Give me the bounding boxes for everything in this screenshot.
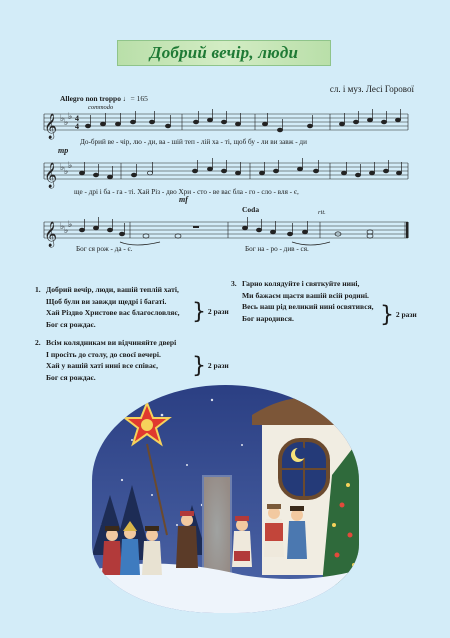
flat-sign-icon: ♭ [64, 118, 69, 128]
flat-sign-icon: ♭ [64, 226, 69, 236]
flat-sign-icon: ♭ [60, 163, 65, 173]
repeat-label: 2 рази [207, 307, 229, 316]
song-title: Добрий вечір, люди [149, 43, 299, 62]
verse-line: Добрий вечір, люди, вашій теплій хаті, [46, 285, 179, 294]
verse-number: 1. [35, 285, 41, 294]
repeat-label: 2 рази [207, 361, 229, 370]
svg-text:4: 4 [75, 122, 79, 131]
flat-sign-icon: ♭ [64, 167, 69, 177]
tempo-marking: Allegro non troppo [60, 94, 121, 103]
verse-3 [231, 278, 374, 324]
flat-sign-icon: ♭ [68, 161, 73, 171]
notes-staff-3 [79, 217, 373, 245]
verse-line: Бог ся рождає. [46, 319, 96, 329]
notes-staff-2 [79, 158, 401, 179]
verse-line: Щоб були ви завжди щедрі і багаті. [46, 296, 167, 306]
metronome-marking: ♩= 165 [123, 94, 148, 103]
repeat-label: 2 рази [395, 310, 417, 319]
treble-clef-icon: 𝄞 [44, 222, 58, 247]
lyrics-line-3b: Бог на - ро - див - ся. [245, 245, 309, 253]
commodo-marking: commodo [88, 104, 114, 111]
flat-sign-icon: ♭ [60, 222, 65, 232]
flat-sign-icon: ♭ [68, 220, 73, 230]
verse-number: 2. [35, 338, 41, 347]
carolers-illustration [92, 385, 359, 613]
verse-line: Бог народився. [242, 313, 294, 323]
verse-line: Ми бажаєм щастя вашій всій родині. [242, 290, 369, 300]
lyrics-line-2: ще - дрі і ба - га - ті. Хай Різ - дво Хри - сто - ве вас бла - го - сло - вля - є, [74, 188, 299, 196]
flat-sign-icon: ♭ [68, 112, 73, 122]
dynamic-mp: mp [58, 146, 69, 155]
lyrics-line-3a: Бог ся рож - да - є. [76, 245, 133, 253]
repeat-brace-1: } 2 рази [192, 299, 229, 325]
coda-marking: Coda [242, 205, 260, 214]
repeat-brace-2: } 2 рази [192, 353, 229, 379]
lyrics-line-1: До-брий ве - чір, лю - ди, ва - шій теп - лій ха - ті, щоб бу - ли ви завж - ди [80, 138, 307, 146]
verse-2 [35, 337, 177, 383]
svg-text:4: 4 [75, 114, 79, 123]
verse-1 [35, 284, 180, 330]
treble-clef-icon: 𝄞 [44, 114, 58, 139]
repeat-brace-3: } 2 рази [380, 302, 417, 328]
verse-line: Весь наш рід великий нині освятився, [242, 302, 374, 311]
verse-number: 3. [231, 279, 237, 288]
flat-sign-icon: ♭ [60, 114, 65, 124]
notes-staff-1 [85, 109, 400, 132]
verse-line: Хай Різдво Христове вас благословляє, [46, 308, 180, 317]
treble-clef-icon: 𝄞 [44, 163, 58, 188]
verse-line: Всім колядникам ви відчиняйте двері [46, 338, 177, 347]
verse-line: Бог ся рождає. [46, 372, 96, 382]
song-credit: сл. і муз. Лесі Горової [329, 84, 414, 94]
music-score [0, 0, 450, 270]
rit-marking: rit. [318, 209, 326, 216]
verse-line: Гарно колядуйте і святкуйте нині, [242, 279, 360, 288]
dynamic-mf: mf [179, 195, 188, 204]
verse-line: Хай у вашій хаті нині все співає, [46, 361, 158, 370]
verse-line: І просіть до столу, до своєї вечері. [46, 349, 161, 359]
